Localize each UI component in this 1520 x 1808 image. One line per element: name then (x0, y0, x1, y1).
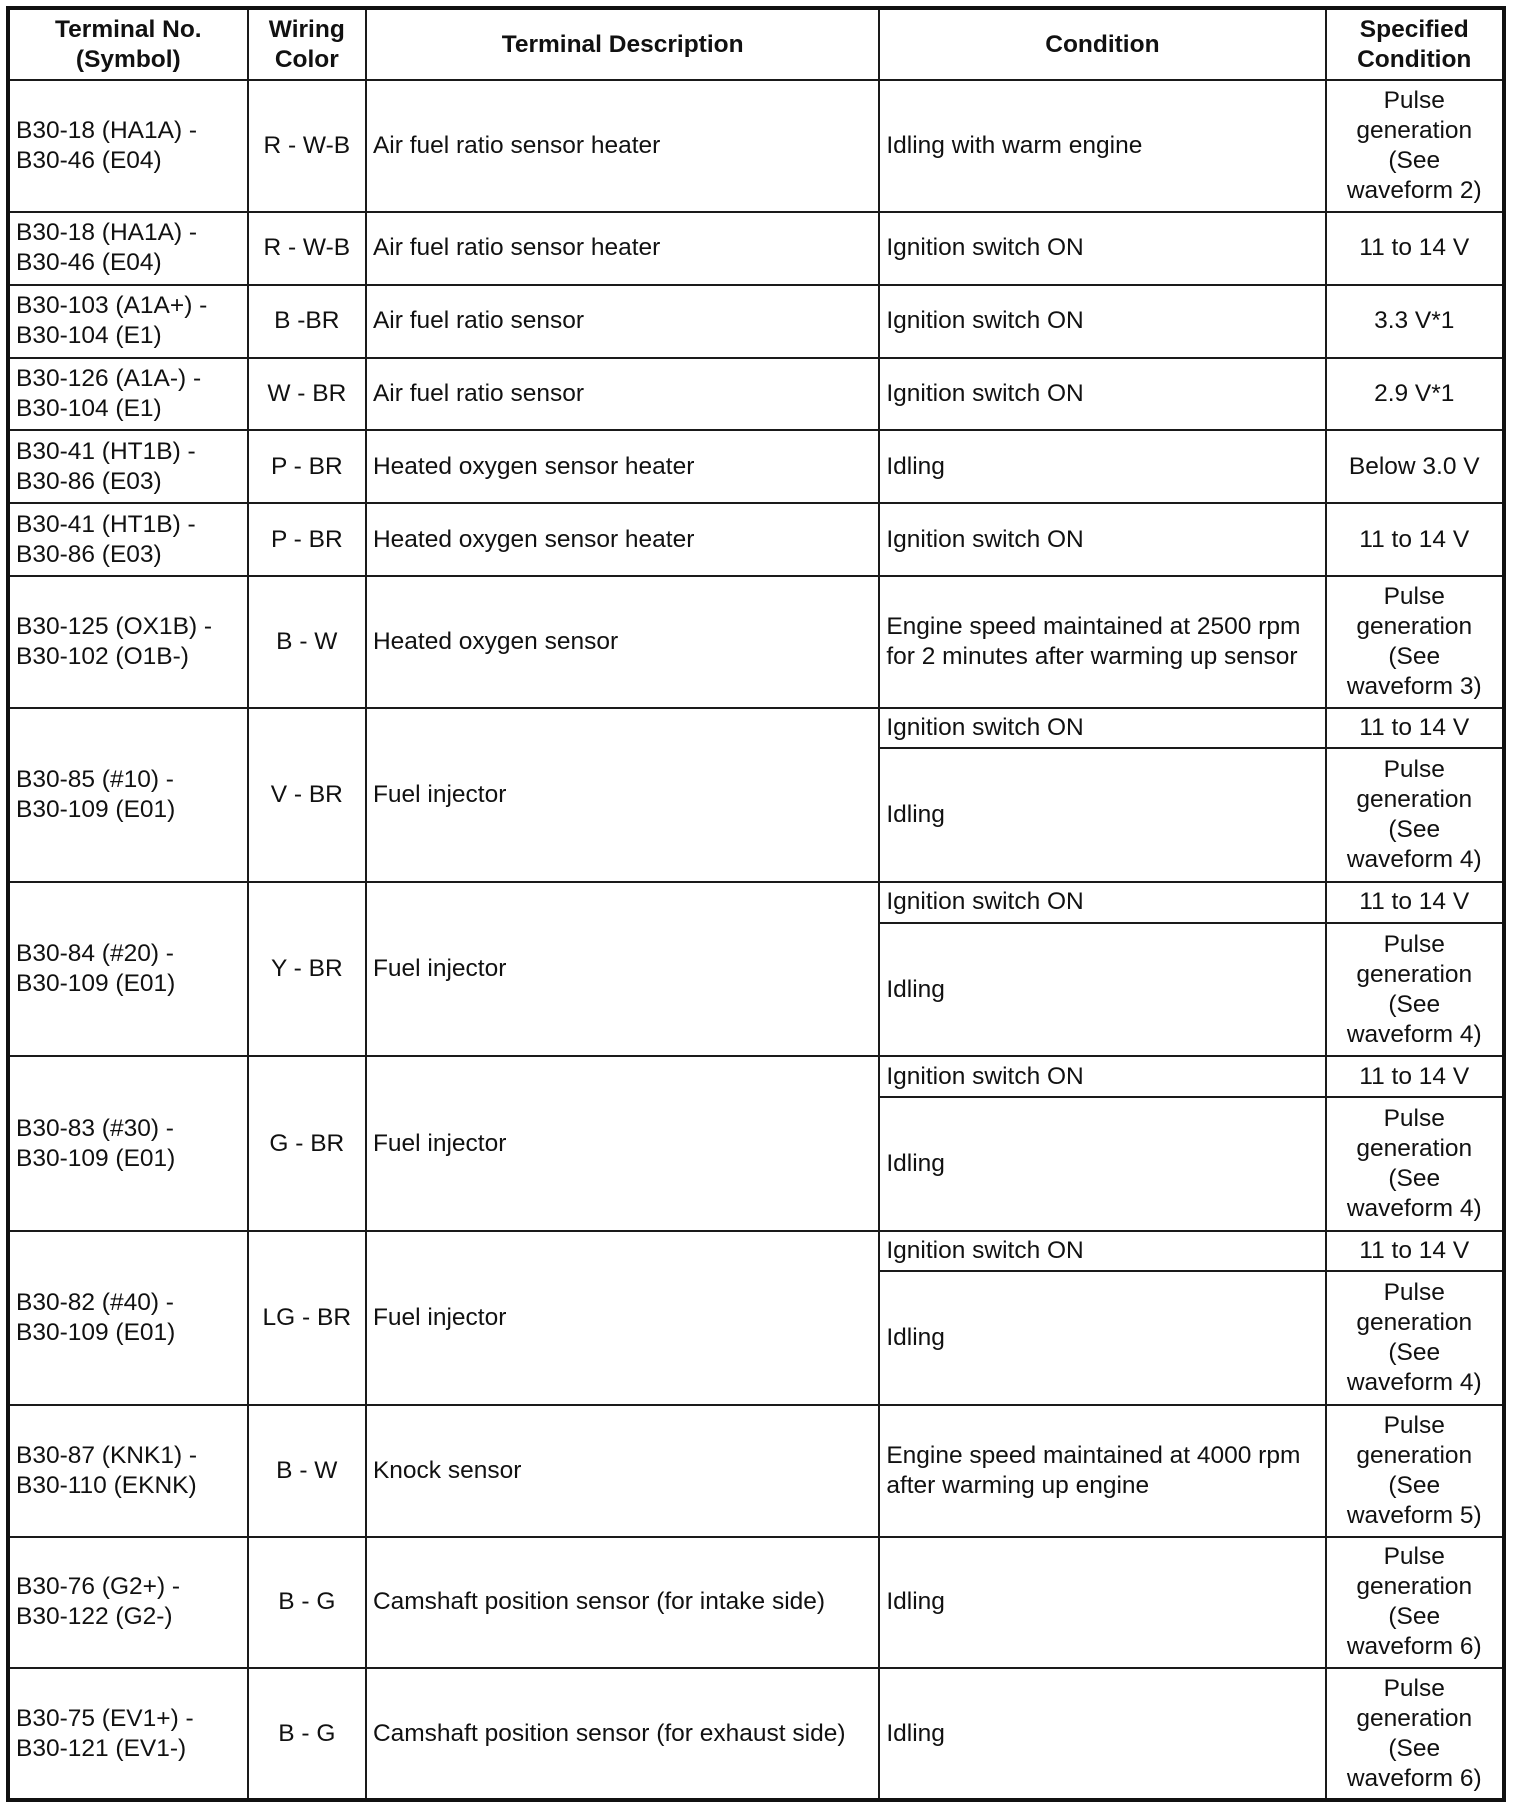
terminal-cell: B30-84 (#20) - B30-109 (E01) (8, 882, 248, 1056)
condition-cell: Ignition switch ON (879, 212, 1325, 285)
description-cell: Heated oxygen sensor heater (366, 430, 879, 503)
wiring-color-cell: W - BR (248, 358, 366, 431)
specified-cell: Pulse generation (See waveform 4) (1326, 923, 1505, 1057)
terminal-cell: B30-125 (OX1B) - B30-102 (O1B-) (8, 576, 248, 708)
specified-cell: Pulse generation (See waveform 5) (1326, 1405, 1505, 1537)
terminal-cell: B30-41 (HT1B) - B30-86 (E03) (8, 430, 248, 503)
description-cell: Camshaft position sensor (for exhaust side) (366, 1668, 879, 1800)
header-terminal: Terminal No. (Symbol) (8, 8, 248, 80)
wiring-color-cell: P - BR (248, 503, 366, 576)
description-cell: Air fuel ratio sensor (366, 285, 879, 358)
wiring-color-cell: Y - BR (248, 882, 366, 1056)
terminal-cell: B30-18 (HA1A) - B30-46 (E04) (8, 80, 248, 212)
terminal-spec-table (6, 6, 1506, 1802)
specified-cell: Pulse generation (See waveform 6) (1326, 1668, 1505, 1800)
terminal-cell: B30-87 (KNK1) - B30-110 (EKNK) (8, 1405, 248, 1537)
header-terminal-description: Terminal Description (366, 8, 879, 80)
header-wiring-color: Wiring Color (248, 8, 366, 80)
terminal-cell: B30-126 (A1A-) - B30-104 (E1) (8, 358, 248, 431)
table-row (8, 503, 1504, 576)
table-row (8, 80, 1504, 212)
description-cell: Heated oxygen sensor (366, 576, 879, 708)
wiring-color-cell: G - BR (248, 1056, 366, 1230)
condition-cell: Ignition switch ON (879, 285, 1325, 358)
specified-cell: Pulse generation (See waveform 2) (1326, 80, 1505, 212)
terminal-cell: B30-75 (EV1+) - B30-121 (EV1-) (8, 1668, 248, 1800)
description-cell: Fuel injector (366, 1056, 879, 1230)
wiring-color-cell: P - BR (248, 430, 366, 503)
header-specified-condition: Specified Condition (1326, 8, 1505, 80)
condition-cell: Idling (879, 1271, 1325, 1405)
terminal-cell: B30-41 (HT1B) - B30-86 (E03) (8, 503, 248, 576)
specified-cell: Pulse generation (See waveform 4) (1326, 748, 1505, 882)
terminal-cell: B30-83 (#30) - B30-109 (E01) (8, 1056, 248, 1230)
table-header-row (8, 8, 1504, 80)
wiring-color-cell: B -BR (248, 285, 366, 358)
description-cell: Air fuel ratio sensor heater (366, 212, 879, 285)
condition-cell: Idling (879, 430, 1325, 503)
table-row (8, 1668, 1504, 1800)
table-row (8, 1537, 1504, 1669)
specified-cell: 11 to 14 V (1326, 1231, 1505, 1272)
description-cell: Camshaft position sensor (for intake side) (366, 1537, 879, 1669)
terminal-cell: B30-82 (#40) - B30-109 (E01) (8, 1231, 248, 1405)
wiring-color-cell: B - G (248, 1668, 366, 1800)
specified-cell: Pulse generation (See waveform 4) (1326, 1097, 1505, 1231)
specified-cell: 2.9 V*1 (1326, 358, 1505, 431)
specified-cell: Below 3.0 V (1326, 430, 1505, 503)
specified-cell: 11 to 14 V (1326, 882, 1505, 923)
condition-cell: Ignition switch ON (879, 708, 1325, 749)
terminal-cell: B30-85 (#10) - B30-109 (E01) (8, 708, 248, 882)
wiring-color-cell: R - W-B (248, 212, 366, 285)
description-cell: Fuel injector (366, 1231, 879, 1405)
table-row (8, 285, 1504, 358)
table-row (8, 358, 1504, 431)
terminal-cell: B30-76 (G2+) - B30-122 (G2-) (8, 1537, 248, 1669)
terminal-spec-sheet (6, 6, 1506, 1802)
condition-cell: Ignition switch ON (879, 503, 1325, 576)
specified-cell: Pulse generation (See waveform 4) (1326, 1271, 1505, 1405)
specified-cell: 3.3 V*1 (1326, 285, 1505, 358)
condition-cell: Ignition switch ON (879, 1056, 1325, 1097)
table-row (8, 576, 1504, 708)
condition-cell: Idling (879, 923, 1325, 1057)
terminal-cell: B30-18 (HA1A) - B30-46 (E04) (8, 212, 248, 285)
condition-cell: Engine speed maintained at 2500 rpm for 2 minutes after warming up sensor (879, 576, 1325, 708)
description-cell: Fuel injector (366, 882, 879, 1056)
table-row (8, 1056, 1504, 1097)
table-row (8, 212, 1504, 285)
wiring-color-cell: B - G (248, 1537, 366, 1669)
table-row (8, 882, 1504, 923)
condition-cell: Idling (879, 748, 1325, 882)
description-cell: Air fuel ratio sensor (366, 358, 879, 431)
description-cell: Knock sensor (366, 1405, 879, 1537)
specified-cell: Pulse generation (See waveform 3) (1326, 576, 1505, 708)
table-row (8, 430, 1504, 503)
wiring-color-cell: LG - BR (248, 1231, 366, 1405)
wiring-color-cell: B - W (248, 1405, 366, 1537)
table-row (8, 1231, 1504, 1272)
description-cell: Heated oxygen sensor heater (366, 503, 879, 576)
condition-cell: Ignition switch ON (879, 358, 1325, 431)
description-cell: Fuel injector (366, 708, 879, 882)
header-condition: Condition (879, 8, 1325, 80)
condition-cell: Idling with warm engine (879, 80, 1325, 212)
condition-cell: Idling (879, 1668, 1325, 1800)
description-cell: Air fuel ratio sensor heater (366, 80, 879, 212)
condition-cell: Ignition switch ON (879, 1231, 1325, 1272)
wiring-color-cell: V - BR (248, 708, 366, 882)
condition-cell: Engine speed maintained at 4000 rpm after warming up engine (879, 1405, 1325, 1537)
specified-cell: 11 to 14 V (1326, 212, 1505, 285)
condition-cell: Ignition switch ON (879, 882, 1325, 923)
wiring-color-cell: R - W-B (248, 80, 366, 212)
specified-cell: 11 to 14 V (1326, 708, 1505, 749)
specified-cell: Pulse generation (See waveform 6) (1326, 1537, 1505, 1669)
table-row (8, 1405, 1504, 1537)
specified-cell: 11 to 14 V (1326, 503, 1505, 576)
condition-cell: Idling (879, 1097, 1325, 1231)
terminal-cell: B30-103 (A1A+) - B30-104 (E1) (8, 285, 248, 358)
wiring-color-cell: B - W (248, 576, 366, 708)
condition-cell: Idling (879, 1537, 1325, 1669)
specified-cell: 11 to 14 V (1326, 1056, 1505, 1097)
table-row (8, 708, 1504, 749)
